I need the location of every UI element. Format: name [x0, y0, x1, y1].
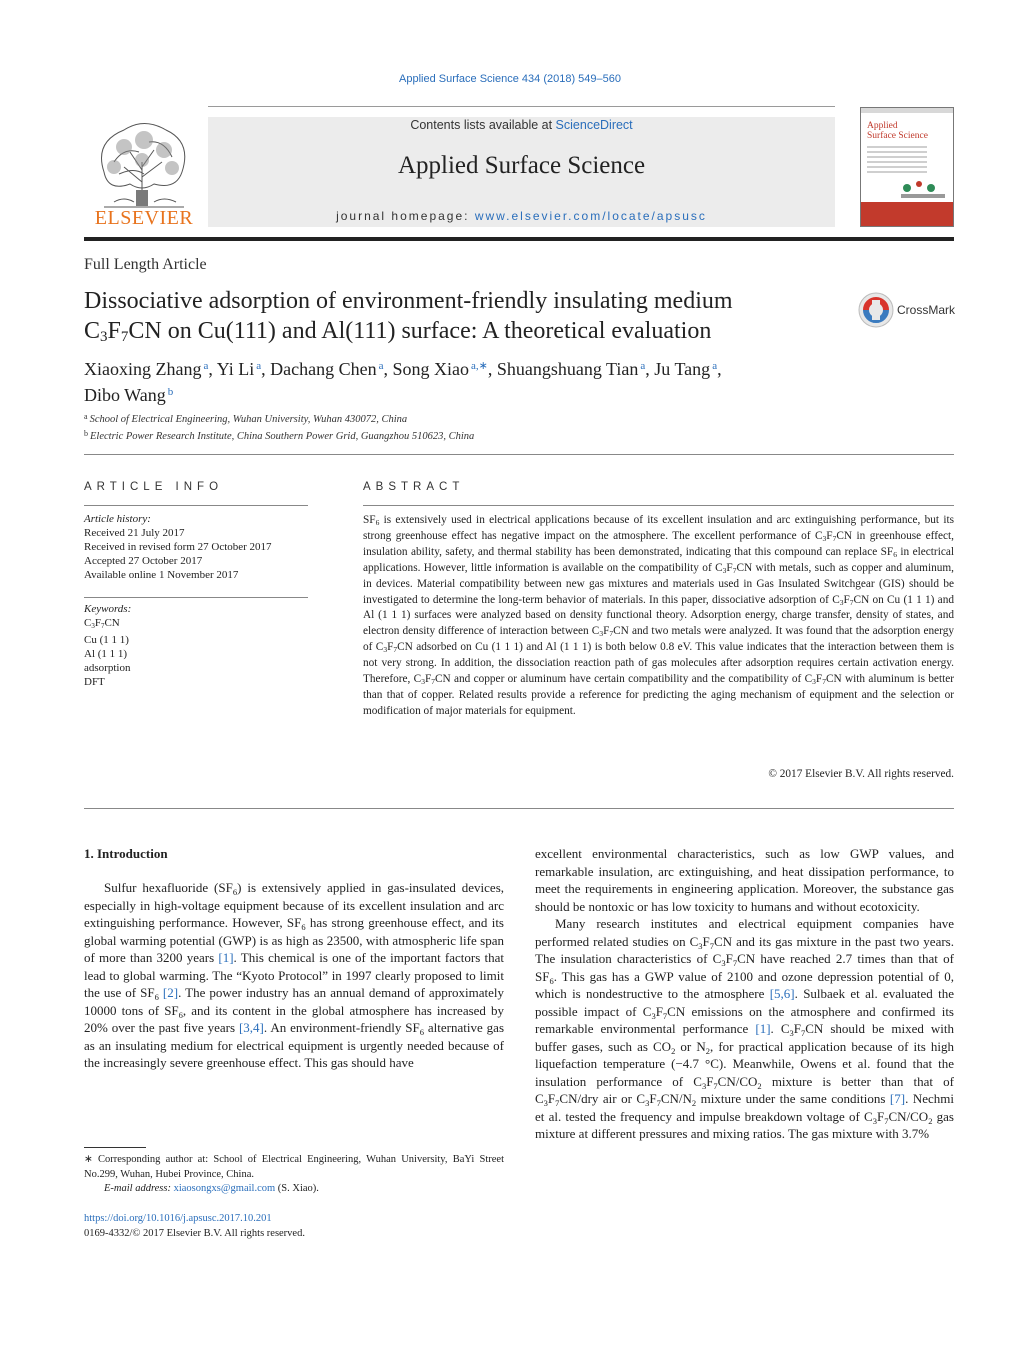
- author[interactable]: Xiaoxing Zhang $^a$: [84, 359, 209, 379]
- author-list: Xiaoxing Zhang $^a$, Yi Li $^a$, Dachang Chen $^a$, Song Xiao $^{a,∗}$, Shuangshuang Tian $^a$, Ju Tang $^a$, Dibo Wang $^b$: [84, 359, 722, 405]
- contents-line: Contents lists available at ScienceDirect: [410, 118, 633, 132]
- affiliation: $^a$ School of Electrical Engineering, Wuhan University, Wuhan 430072, China: [84, 412, 408, 425]
- body-divider: [84, 808, 954, 809]
- elsevier-wordmark: ELSEVIER: [94, 207, 194, 229]
- email-link[interactable]: xiaosongxs@gmail.com: [173, 1183, 276, 1194]
- introduction-heading: 1. Introduction: [84, 846, 168, 861]
- abstract-copyright: © 2017 Elsevier B.V. All rights reserved.: [768, 768, 954, 780]
- author[interactable]: Song Xiao $^{a,∗}$: [392, 359, 488, 379]
- citation-link[interactable]: [3,4]: [238, 1020, 264, 1035]
- abstract-divider: [363, 505, 954, 506]
- affiliations: [84, 410, 474, 444]
- article-info-heading: ARTICLE INFO: [84, 481, 224, 493]
- citation-link[interactable]: [1]: [218, 950, 234, 965]
- cover-top-bar: [861, 108, 953, 113]
- article-title: Dissociative adsorption of environment-friendly insulating medium $C_3F_7CN$ on Cu(111) and Al(111) surface: A theoretical evaluation: [84, 288, 733, 345]
- keywords-divider: [84, 597, 308, 598]
- article-info-divider: [84, 505, 308, 506]
- citation-link[interactable]: [7]: [889, 1091, 906, 1106]
- section-divider: [84, 454, 954, 455]
- footnote-rule: [84, 1147, 146, 1148]
- citation-link[interactable]: [5,6]: [769, 986, 795, 1001]
- doi-block: https://doi.org/10.1016/j.apsusc.2017.10.201 0169-4332/© 2017 Elsevier B.V. All rights reserved.: [84, 1213, 305, 1239]
- abstract-heading: ABSTRACT: [363, 481, 465, 493]
- abstract-text: $SF_6$ is extensively used in electrical applications because of its excellent insulation and arc extinguishing performance, but its strong greenhouse effect has negative impact on the atmosphere. The excellent performance of $C_3F_7CN$ in greenhouse effect, insulation ability, safety, and thermal stability has been demonstrated, indicating that this compound can replace $SF_6$ in electrical applications. However, little information is available on the compatibility of $C_3F_7CN$ with metals, such as copper and aluminum, in devices. Material compatibility between new gas mixtures and materials used in Gas Insulated Switchgear (GIS) should be investigated to determine the long-term behavior of materials. In this paper, dissociative adsorption of $C_3F_7CN$ on Cu (1 1 1) and Al (1 1 1) surfaces were analyzed based on density functional theory. Adsorption energy, charge transfer, density of states, and electron density difference of interaction between $C_3F_7CN$ and two metals were analyzed. It was found that the adsorption energy of $C_3F_7CN$ adsorbed on Cu (1 1 1) and Al (1 1 1) is both below 0.8 eV. This value indicates that the interaction between them is not very strong. In addition, the dissociation reaction path of gas molecules after adsorption requires certain activation energy. Therefore, $C_3F_7CN$ and copper or aluminum have certain compatibility and the compatibility of $C_3F_7CN$ with aluminum is better than that of copper. Related results provide a reference for predicting the aging mechanism of equipment and the selection or modification of major materials for equipment.: [363, 514, 955, 717]
- header-divider: [208, 106, 835, 107]
- affiliation: $^b$ Electric Power Research Institute, China Southern Power Grid, Guangzhou 510623, China: [84, 429, 475, 442]
- author[interactable]: Dachang Chen $^a$: [270, 359, 384, 379]
- header-thick-rule: [84, 237, 954, 241]
- doi-link[interactable]: https://doi.org/10.1016/j.apsusc.2017.10.201: [84, 1213, 272, 1224]
- article-history: Article history: Received 21 July 2017 Received in revised form 27 October 2017 Accepted 27 October 2017 Available online 1 November 2017: [84, 513, 272, 581]
- keywords: Keywords: $C_3F_7CN$ Cu (1 1 1) Al (1 1 1) adsorption DFT: [84, 603, 132, 688]
- author[interactable]: Shuangshuang Tian $^a$: [496, 359, 646, 379]
- cover-title: Applied Surface Science: [867, 121, 928, 141]
- author[interactable]: Dibo Wang $^b$: [84, 385, 174, 405]
- journal-citation[interactable]: Applied Surface Science 434 (2018) 549–560: [399, 73, 621, 85]
- cover-graphic: [899, 176, 947, 200]
- cover-text-lines: [867, 146, 927, 176]
- author[interactable]: Ju Tang $^a$: [654, 359, 718, 379]
- citation-link[interactable]: [1]: [755, 1021, 771, 1036]
- journal-title: Applied Surface Science: [397, 152, 646, 179]
- body-column-left: Sulfur hexafluoride $(SF_6)$ is extensively applied in gas-insulated devices, especially in high-voltage equipment because of its excellent insulation and arc extinguishing performance. However, $SF_6$ has strong greenhouse effect, and its global warming potential (GWP) is as high as 23500, with atmospheric life span of more than 3200 years [1]. This chemical is one of the important factors that lead to global warming. The “Kyoto Protocol” in 1997 clearly proposed to limit the use of $SF_6$ [2]. The power industry has an annual demand of approximately 10000 tons of $SF_6$, and its content in the global atmosphere has increased by 20% over the past five years [3,4]. An environment-friendly $SF_6$ alternative gas as an insulating medium for electrical equipment is urgently needed because of the increasingly severe greenhouse effect. This gas should have: [84, 880, 505, 1070]
- author[interactable]: Yi Li $^a$: [216, 359, 262, 379]
- cover-bottom-band: [861, 202, 953, 226]
- homepage-link[interactable]: www.elsevier.com/locate/apsusc: [474, 209, 707, 223]
- body-column-right: excellent environmental characteristics, such as low GWP values, and remarkable insulation, arc extinguishing, and heat dissipation performance, to meet the requirements in engineering application. Moreover, the substance gas should be nontoxic or has low toxicity to humans and without ecotoxicity. Many research institutes and electrical equipment companies have performed related studies on $C_3F_7CN$ and its gas mixture in the past two years. The insulation characteristics of $C_3F_7CN$ have reached 2.7 times than that of $SF_6$. This gas has a GWP value of 2100 and ozone depression potential of 0, which is nondestructive to the atmosphere [5,6]. Sulbaek et al. evaluated the possible impact of $C_3F_7CN$ emissions on the atmosphere and confirmed its remarkable environmental performance [1]. $C_3F_7CN$ should be mixed with buffer gases, such as $CO_2$ or $N_2$, for practical application because of its high liquefaction temperature (−4.7 °C). Meanwhile, Owens et al. found that the insulation performance of $C_3F_7CN/CO_2$ mixture is better than that of $C_3F_7CN$/dry air or $C_3F_7CN/N_2$ mixture under the same conditions [7]. Nechmi et al. tested the frequency and impulse breakdown voltage of $C_3F_7CN/CO_2$ gas mixture at different pressures and mixing ratios. The gas mixture with 3.7%: [535, 846, 955, 1141]
- journal-homepage: journal homepage: www.elsevier.com/locate/apsusc: [336, 209, 707, 223]
- crossmark-label[interactable]: CrossMark: [897, 303, 956, 317]
- journal-cover-thumbnail[interactable]: [860, 107, 954, 227]
- corresponding-author-footnote: ∗ Corresponding author at: School of Electrical Engineering, Wuhan University, BaYi Street No.299, Wuhan, Hubei Province, China. E-mail address: xiaosongxs@gmail.com (S. Xiao).: [84, 1154, 504, 1194]
- citation-link[interactable]: [2]: [162, 985, 179, 1000]
- article-type: Full Length Article: [84, 256, 207, 273]
- sciencedirect-link[interactable]: ScienceDirect: [555, 118, 633, 132]
